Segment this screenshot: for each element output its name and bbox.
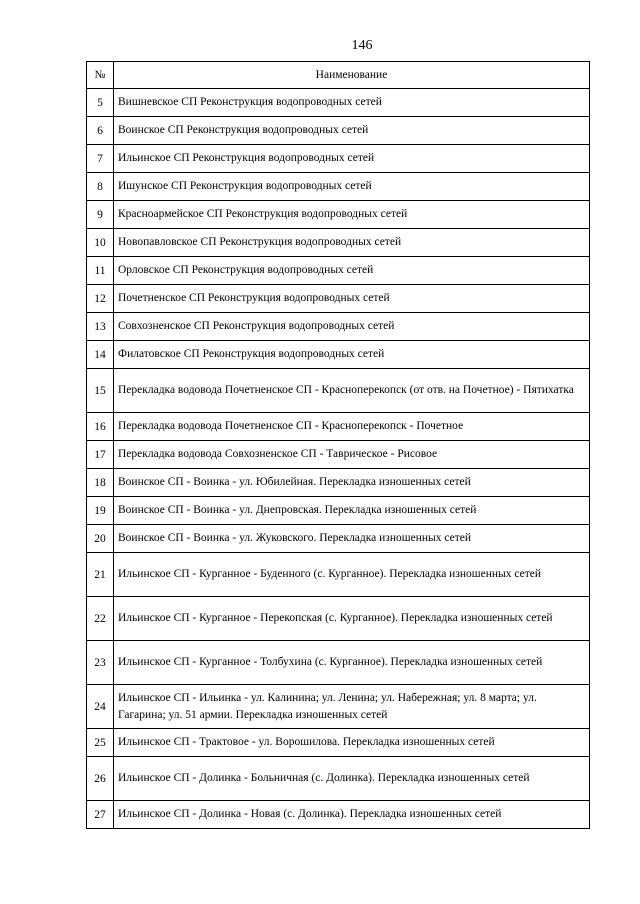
table-row xyxy=(87,497,590,525)
row-name: Филатовское СП Реконструкция водопроводных сетей xyxy=(114,341,590,369)
row-number: 25 xyxy=(87,729,114,757)
row-number: 18 xyxy=(87,469,114,497)
table-row xyxy=(87,341,590,369)
table-row xyxy=(87,525,590,553)
table-row xyxy=(87,173,590,201)
row-number: 17 xyxy=(87,441,114,469)
row-number: 27 xyxy=(87,801,114,829)
row-name: Ильинское СП Реконструкция водопроводных сетей xyxy=(114,145,590,173)
row-number: 11 xyxy=(87,257,114,285)
row-number: 15 xyxy=(87,369,114,413)
row-number: 21 xyxy=(87,553,114,597)
table-row xyxy=(87,89,590,117)
table-row xyxy=(87,413,590,441)
row-name: Перекладка водовода Почетненское СП - Красноперекопск (от отв. на Почетное) - Пятихатка xyxy=(114,369,590,413)
table-row xyxy=(87,285,590,313)
row-name: Орловское СП Реконструкция водопроводных сетей xyxy=(114,257,590,285)
table-row xyxy=(87,313,590,341)
row-name: Воинское СП - Воинка - ул. Днепровская. Перекладка изношенных сетей xyxy=(114,497,590,525)
row-name: Воинское СП - Воинка - ул. Жуковского. Перекладка изношенных сетей xyxy=(114,525,590,553)
table-row xyxy=(87,641,590,685)
row-number: 23 xyxy=(87,641,114,685)
row-name: Перекладка водовода Почетненское СП - Красноперекопск - Почетное xyxy=(114,413,590,441)
row-name: Ильинское СП - Долинка - Новая (с. Долинка). Перекладка изношенных сетей xyxy=(114,801,590,829)
table-row xyxy=(87,553,590,597)
row-number: 7 xyxy=(87,145,114,173)
table-header-row xyxy=(87,62,590,89)
row-name: Ильинское СП - Курганное - Перекопская (с. Курганное). Перекладка изношенных сетей xyxy=(114,597,590,641)
table-row xyxy=(87,257,590,285)
table-row xyxy=(87,801,590,829)
row-name: Ильинское СП - Курганное - Толбухина (с. Курганное). Перекладка изношенных сетей xyxy=(114,641,590,685)
table-row xyxy=(87,597,590,641)
row-name: Почетненское СП Реконструкция водопроводных сетей xyxy=(114,285,590,313)
row-number: 24 xyxy=(87,685,114,729)
row-name: Ильинское СП - Курганное - Буденного (с. Курганное). Перекладка изношенных сетей xyxy=(114,553,590,597)
row-number: 6 xyxy=(87,117,114,145)
row-number: 19 xyxy=(87,497,114,525)
row-number: 20 xyxy=(87,525,114,553)
row-number: 16 xyxy=(87,413,114,441)
row-number: 12 xyxy=(87,285,114,313)
row-name: Воинское СП Реконструкция водопроводных сетей xyxy=(114,117,590,145)
row-number: 9 xyxy=(87,201,114,229)
row-name: Новопавловское СП Реконструкция водопроводных сетей xyxy=(114,229,590,257)
projects-table xyxy=(86,61,590,829)
page-number: 146 xyxy=(351,38,373,53)
row-name: Вишневское СП Реконструкция водопроводных сетей xyxy=(114,89,590,117)
row-name: Ильинское СП - Трактовое - ул. Ворошилова. Перекладка изношенных сетей xyxy=(114,729,590,757)
column-header-number: № xyxy=(87,62,114,89)
table-row xyxy=(87,729,590,757)
table-row xyxy=(87,201,590,229)
table-row xyxy=(87,685,590,729)
table-row xyxy=(87,469,590,497)
row-number: 5 xyxy=(87,89,114,117)
table-row xyxy=(87,757,590,801)
row-number: 22 xyxy=(87,597,114,641)
row-number: 26 xyxy=(87,757,114,801)
row-name: Воинское СП - Воинка - ул. Юбилейная. Перекладка изношенных сетей xyxy=(114,469,590,497)
row-name: Перекладка водовода Совхозненское СП - Таврическое - Рисовое xyxy=(114,441,590,469)
table-row xyxy=(87,229,590,257)
table-row xyxy=(87,145,590,173)
row-name: Ильинское СП - Долинка - Больничная (с. Долинка). Перекладка изношенных сетей xyxy=(114,757,590,801)
row-number: 13 xyxy=(87,313,114,341)
row-name: Ишунское СП Реконструкция водопроводных сетей xyxy=(114,173,590,201)
column-header-name: Наименование xyxy=(114,62,590,89)
table-row xyxy=(87,441,590,469)
row-name: Ильинское СП - Ильинка - ул. Калинина; ул. Ленина; ул. Набережная; ул. 8 марта; ул. Гагарина; ул. 51 армии. Перекладка изношенных сетей xyxy=(114,685,590,729)
row-number: 8 xyxy=(87,173,114,201)
table-row xyxy=(87,369,590,413)
row-number: 10 xyxy=(87,229,114,257)
row-name: Совхозненское СП Реконструкция водопроводных сетей xyxy=(114,313,590,341)
row-number: 14 xyxy=(87,341,114,369)
table-row xyxy=(87,117,590,145)
row-name: Красноармейское СП Реконструкция водопроводных сетей xyxy=(114,201,590,229)
